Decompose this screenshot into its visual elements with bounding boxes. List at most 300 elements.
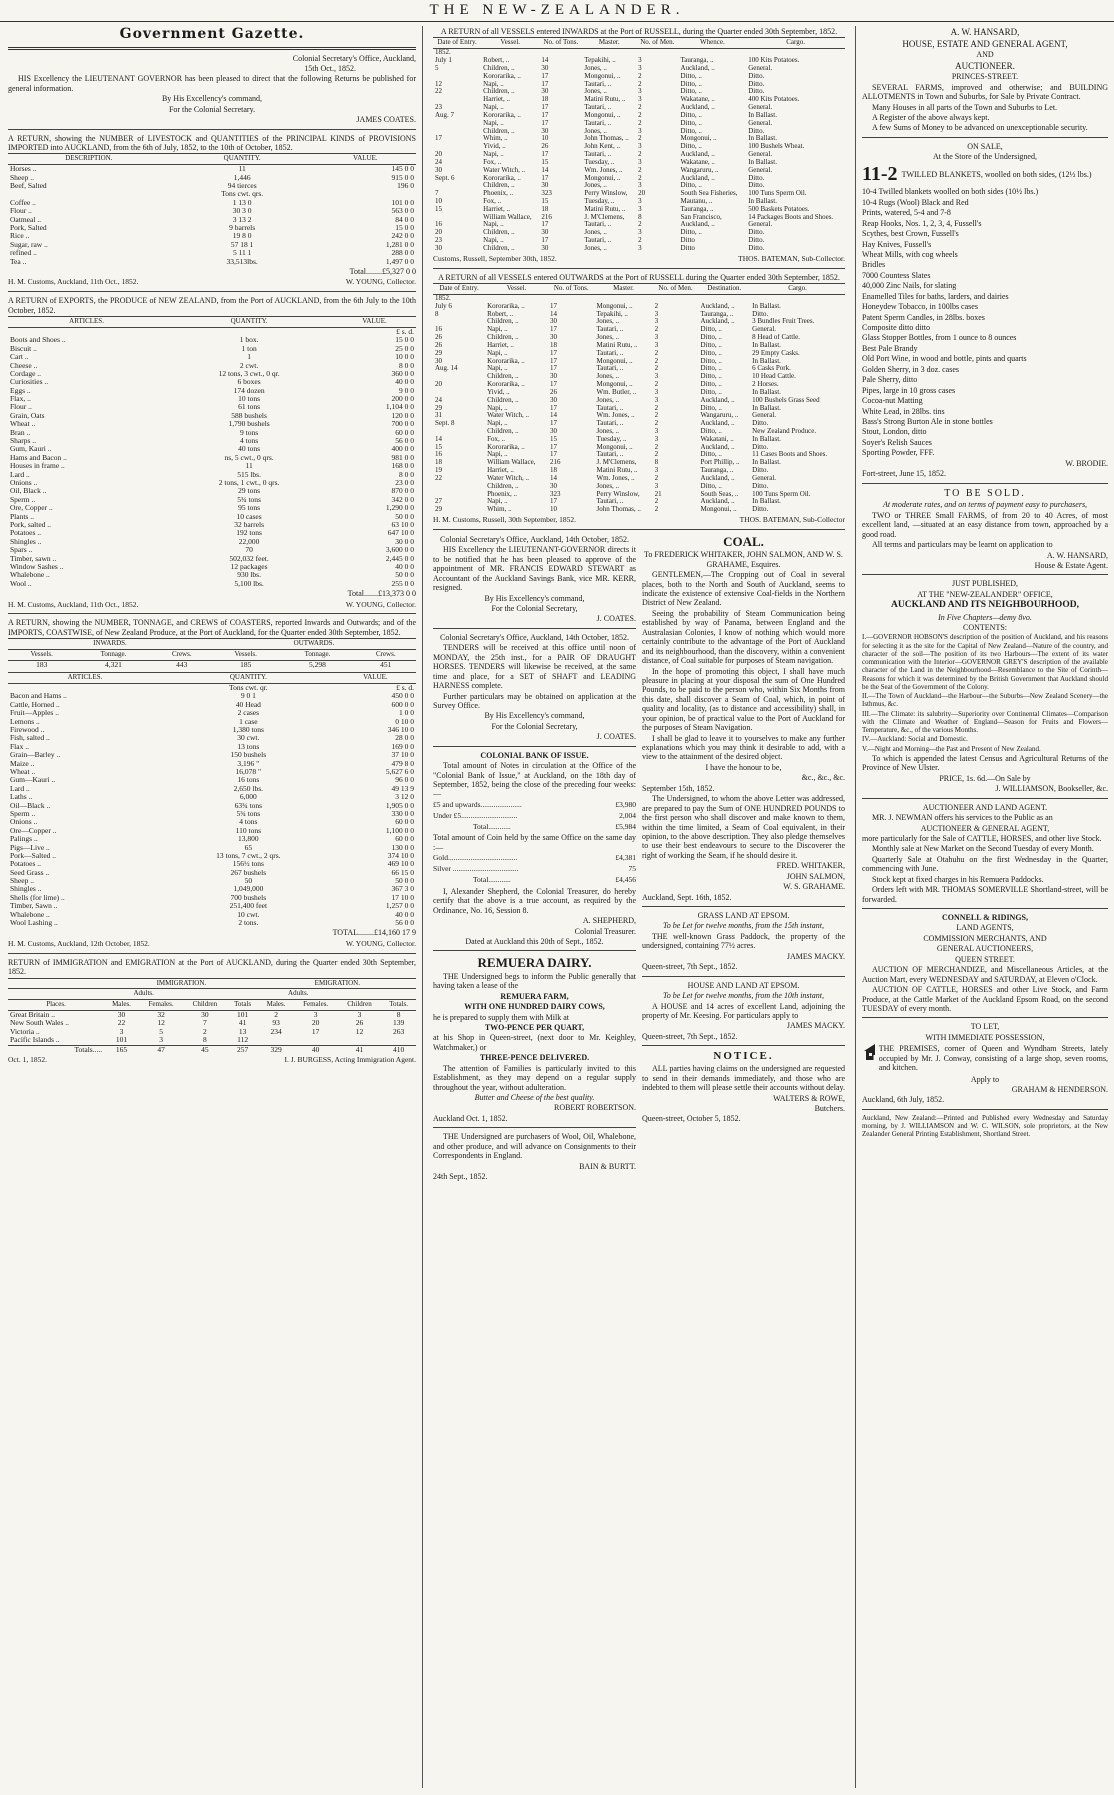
table-cell: July 6 bbox=[435, 302, 452, 310]
table-cell: 3 bbox=[638, 182, 642, 190]
dairy-price: TWO-PENCE PER QUART, bbox=[484, 1022, 585, 1032]
column-header: QUANTITY. bbox=[165, 317, 333, 328]
column-left bbox=[8, 26, 423, 1788]
table-row bbox=[8, 1028, 416, 1036]
table-row bbox=[433, 483, 845, 491]
notice-text: ALL parties having claims on the undersigned are requested to send in their demands immediately, and those who are indebted to them will please settle their accounts without delay. bbox=[642, 1064, 845, 1093]
table-cell: 50 bbox=[244, 877, 253, 886]
table-cell: Ditto, .. bbox=[680, 111, 702, 119]
table-cell: 15 bbox=[541, 198, 549, 205]
table-cell: 30 bbox=[549, 396, 557, 404]
divider bbox=[8, 613, 416, 614]
table-row bbox=[433, 128, 845, 136]
table-cell: 12 bbox=[435, 80, 442, 88]
table-cell: Cheese .. bbox=[10, 361, 38, 370]
table-cell: 95 tons bbox=[238, 504, 261, 513]
dairy-p2: he is prepared to supply them with Milk at bbox=[433, 1012, 569, 1022]
table-row bbox=[433, 294, 845, 302]
grass-let: To be Let for twelve months, from the 15th instant, bbox=[663, 921, 824, 931]
table-cell: 3 bbox=[638, 229, 642, 237]
table-cell: In Ballast. bbox=[748, 158, 777, 166]
table-cell: Jones, .. bbox=[584, 229, 607, 237]
table-row bbox=[433, 311, 845, 319]
table-cell: 2 bbox=[203, 1027, 207, 1036]
table-cell bbox=[433, 96, 481, 104]
book-chapter-item: III.—The Climate: its salubrity—Superiority over Continental Climates—Comparison with the Climate and Weather of England—Season for Fruits and Flowers—Temperature, &c., of the various Months. bbox=[862, 709, 1108, 735]
table-cell: 10 tons bbox=[238, 395, 261, 404]
table-cell: Tautari, .. bbox=[596, 420, 624, 428]
table-cell: Mongonui, .. bbox=[584, 174, 621, 182]
table-cell bbox=[293, 1036, 337, 1045]
savings-for: For the Colonial Secretary, bbox=[491, 604, 578, 613]
table-cell: Ditto. bbox=[748, 244, 765, 252]
table-cell: 40 0 0 bbox=[395, 910, 414, 919]
table-cell: 15 bbox=[541, 158, 549, 166]
table-cell: Mongonui, .. bbox=[700, 506, 737, 514]
onsale-item: Wheat Mills, with cog wheels bbox=[862, 249, 958, 259]
table-cell: 2 bbox=[654, 357, 659, 365]
table-cell: Lard .. bbox=[10, 470, 30, 479]
tenders-signer: J. COATES. bbox=[596, 732, 636, 742]
table-cell: 3 bbox=[159, 1036, 163, 1045]
middle-left-subcolumn bbox=[433, 534, 636, 1183]
tenders-office: Colonial Secretary's Office, Auckland, 14th October, 1852. bbox=[440, 632, 629, 642]
onsale-item: Reap Hooks, Nos. 1, 2, 3, 4, Fussell's bbox=[862, 218, 982, 228]
newman-p2: more particularly for the Sale of CATTLE, HORSES, and other live Stock. bbox=[862, 833, 1102, 843]
table-cell: Sheep .. bbox=[10, 173, 34, 182]
table-row bbox=[8, 810, 416, 818]
table-cell: Fish, salted .. bbox=[10, 734, 50, 743]
table-cell bbox=[582, 49, 636, 57]
immigration-group: IMMIGRATION. bbox=[104, 978, 259, 989]
table-cell: In Ballast. bbox=[752, 498, 781, 506]
table-cell: 8 0 0 bbox=[399, 361, 414, 370]
table-cell: Onions .. bbox=[10, 478, 38, 487]
table-cell: Tons cwt. qrs. bbox=[221, 190, 264, 199]
onsale-sub: At the Store of the Undersigned, bbox=[933, 152, 1037, 162]
table-cell: 1 box. bbox=[239, 336, 259, 345]
table-cell: 3 bbox=[654, 310, 659, 318]
table-cell: 2,445 0 0 bbox=[385, 554, 414, 563]
table-cell: Mongonui, .. bbox=[596, 381, 633, 389]
table-cell: Eggs .. bbox=[10, 386, 31, 395]
table-row bbox=[8, 885, 416, 893]
table-cell: Fox, .. bbox=[483, 198, 502, 205]
table-cell: Whalebone .. bbox=[10, 571, 50, 580]
table-cell: Gum, Kauri .. bbox=[10, 445, 52, 454]
notice-signer: WALTERS & ROWE, bbox=[773, 1093, 845, 1103]
table-cell: 4,321 bbox=[105, 660, 122, 669]
table-row bbox=[8, 362, 416, 370]
connell-p2: AUCTION OF CATTLE, HORSES and other Live Stock, and Farm Produce, at the Cattle Market of the Auckland Epsom Road, on the second TUESDAY of every month. bbox=[862, 985, 1108, 1013]
table-row bbox=[433, 420, 845, 428]
table-cell: 263 bbox=[392, 1027, 405, 1036]
table-cell: 3 bbox=[638, 244, 642, 252]
table-cell: 13 tons, 7 cwt., 2 qrs. bbox=[216, 851, 281, 860]
table-row bbox=[8, 852, 416, 860]
column-header: Date of Entry. bbox=[433, 284, 485, 295]
table-cell: 23 bbox=[435, 104, 442, 112]
coasters-title: A RETURN, showing the NUMBER, TONNAGE, and CREWS of COASTERS, reported Inwards and Outwards; and of the IMPORTS, COASTWISE, of New Zealand Produce, at the Port of Auckland, for the Quarter ended 30th September, 1852. bbox=[8, 618, 416, 637]
table-cell: 16 bbox=[435, 451, 442, 459]
table-cell: Ditto. bbox=[752, 482, 769, 490]
table-cell: 70 bbox=[245, 546, 253, 555]
table-row bbox=[8, 785, 416, 793]
table-cell: Seed Grass .. bbox=[10, 868, 50, 877]
table-row bbox=[8, 403, 416, 411]
table-cell: 2 bbox=[654, 349, 659, 357]
table-cell: Wm. Jones, .. bbox=[584, 166, 623, 174]
table-cell: Tautari, .. bbox=[596, 404, 624, 412]
table-cell bbox=[433, 143, 481, 151]
table-cell: Children, .. bbox=[487, 396, 519, 404]
table-row bbox=[8, 902, 416, 910]
table-row bbox=[8, 420, 416, 428]
onsale-item: Composite ditto ditto bbox=[862, 323, 931, 333]
onsale-item: Scythes, best Crown, Fussell's bbox=[862, 229, 959, 239]
table-cell: Children, .. bbox=[483, 64, 515, 72]
tolet-signer: GRAHAM & HENDERSON. bbox=[1011, 1085, 1108, 1095]
table-cell: 20 bbox=[435, 229, 442, 237]
table-row bbox=[433, 475, 845, 483]
table-cell: 5,298 bbox=[309, 660, 326, 669]
table-cell: 17 bbox=[541, 104, 549, 112]
table-cell: 23 bbox=[435, 237, 442, 245]
divider bbox=[8, 129, 416, 130]
table-cell bbox=[636, 49, 678, 57]
hansard-street: PRINCES-STREET. bbox=[951, 72, 1019, 82]
bank-total-value: £4,456 bbox=[615, 874, 636, 884]
table-cell: 30 bbox=[549, 482, 557, 490]
table-row bbox=[8, 844, 416, 852]
table-cell: 16 bbox=[435, 221, 442, 229]
table-row bbox=[433, 326, 845, 334]
table-cell: John Kent, .. bbox=[584, 143, 620, 151]
table-cell: 11 bbox=[245, 462, 253, 471]
bank-total-label: Total............ bbox=[473, 821, 511, 831]
table-cell: Napi, .. bbox=[487, 349, 508, 357]
table-cell: 1 ton bbox=[241, 344, 257, 353]
inwards-left-sig: Customs, Russell, September 30th, 1852. bbox=[433, 253, 557, 263]
table-cell: Napi, .. bbox=[483, 237, 504, 245]
bank-line-value: 2,004 bbox=[619, 810, 636, 820]
table-row bbox=[8, 216, 416, 224]
table-cell: 5 11 1 bbox=[232, 249, 252, 258]
table-cell: Onions .. bbox=[10, 818, 38, 827]
table-cell bbox=[433, 120, 481, 128]
table-cell: Kororarika, .. bbox=[483, 111, 521, 119]
table-cell: 17 bbox=[435, 135, 442, 143]
onsale-item: Patent Sperm Candles, in 28lbs. boxes bbox=[862, 312, 985, 322]
table-row bbox=[433, 49, 845, 57]
table-cell: 2 bbox=[638, 111, 642, 119]
table-cell bbox=[433, 373, 485, 381]
table-row bbox=[8, 258, 416, 266]
connell-name: CONNELL & RIDINGS, bbox=[941, 913, 1028, 923]
table-cell: 3 bbox=[638, 198, 642, 205]
table-row bbox=[8, 827, 416, 835]
table-cell: 130 0 0 bbox=[391, 843, 414, 852]
column-header: QUANTITY. bbox=[170, 154, 315, 165]
table-cell: Tauranga, .. bbox=[700, 467, 734, 475]
table-cell: Beef, Salted bbox=[10, 182, 47, 191]
column-header: No. of Men. bbox=[653, 284, 699, 295]
table-cell: Phoenix, .. bbox=[487, 490, 518, 498]
table-cell: Ditto, .. bbox=[680, 143, 702, 151]
column-header: No. of Men. bbox=[636, 38, 678, 49]
table-cell: Auckland, .. bbox=[680, 64, 715, 72]
onsale-item: 7000 Countess Slates bbox=[862, 270, 931, 280]
table-cell: Firewood .. bbox=[10, 726, 45, 735]
dairy-p5: Butter and Cheese of the best quality. bbox=[474, 1093, 595, 1103]
table-cell: 500 Baskets Potatoes. bbox=[748, 205, 810, 213]
table-cell: Tauranga, .. bbox=[680, 205, 714, 213]
table-cell: 22 bbox=[435, 88, 442, 96]
onsale-item: Old Port Wine, in wood and bottle, pints and quarts bbox=[862, 354, 1027, 364]
table-cell: General. bbox=[748, 166, 773, 174]
table-row bbox=[8, 395, 416, 403]
table-cell: Mongonui, .. bbox=[584, 72, 621, 80]
column-header: DESCRIPTION. bbox=[8, 154, 170, 165]
table-cell: 150 bushels bbox=[230, 751, 267, 760]
tobesold-title: TO BE SOLD. bbox=[944, 487, 1026, 499]
table-cell: 50 0 0 bbox=[395, 512, 414, 521]
coal-p1: GENTLEMEN,—The Cropping out of Coal in several places, both to the North and South of Auckland, seems to indicate the existence of extensive Coal-fields in the Northern District of New Zealand. bbox=[642, 570, 845, 608]
table-cell: General. bbox=[748, 119, 773, 127]
table-cell: 2 bbox=[654, 365, 659, 373]
table-cell: 17 bbox=[541, 72, 549, 80]
onsale-signer: W. BRODIE. bbox=[1065, 458, 1108, 468]
divider bbox=[642, 1045, 845, 1046]
table-row bbox=[8, 232, 416, 240]
onsale-item: TWILLED BLANKETS, woolled on both sides, (12½ lbs.) bbox=[901, 169, 1092, 179]
table-row bbox=[433, 65, 845, 73]
table-cell: Horses .. bbox=[10, 164, 37, 174]
table-row bbox=[8, 911, 416, 919]
table-cell: 30 bbox=[549, 334, 557, 342]
table-cell: Kororarika, .. bbox=[487, 381, 525, 389]
table-cell: Ditto. bbox=[748, 182, 765, 190]
table-cell bbox=[381, 1036, 416, 1045]
table-cell: New South Wales .. bbox=[10, 1019, 70, 1028]
table-cell bbox=[8, 684, 162, 693]
column-header: Vessel. bbox=[481, 38, 539, 49]
table-cell: 63¾ tons bbox=[234, 801, 263, 810]
tobesold-sub: At moderate rates, and on terms of payment easy to purchasers, bbox=[882, 500, 1088, 510]
table-cell: 17 bbox=[549, 451, 557, 459]
table-row bbox=[8, 692, 416, 700]
table-cell: 13 bbox=[238, 1027, 247, 1036]
table-cell: 17 bbox=[541, 111, 549, 119]
table-cell: 15 bbox=[435, 443, 442, 451]
column-header: Crews. bbox=[356, 650, 416, 661]
table-cell: Fox, .. bbox=[483, 158, 502, 166]
table-cell: Aug. 14 bbox=[435, 365, 458, 373]
table-row bbox=[433, 318, 845, 326]
table-cell: 63 10 0 bbox=[391, 520, 414, 529]
table-cell: 28 0 0 bbox=[395, 734, 414, 743]
table-cell: 17 bbox=[549, 349, 557, 357]
table-row bbox=[8, 751, 416, 759]
table-cell: 100 Tuns Sperm Oil. bbox=[752, 490, 811, 498]
table-cell: Auckland, .. bbox=[680, 151, 715, 159]
table-cell: 2,650 lbs. bbox=[233, 784, 264, 793]
table-cell: 647 10 0 bbox=[387, 529, 414, 538]
table-cell: 26 bbox=[549, 388, 557, 396]
table-cell: Robert, .. bbox=[483, 57, 510, 65]
table-cell: 94 tierces bbox=[227, 182, 257, 191]
table-row bbox=[8, 182, 416, 190]
imprint: Auckland, New Zealand:—Printed and Published every Wednesday and Saturday morning, by J. WILLIAMSON and W. C. WILSON, sole proprietors, at the New Zealander General Printing Establishment, Shortland Street. bbox=[862, 1113, 1108, 1139]
onsale-date: Fort-street, June 15, 1852. bbox=[862, 469, 946, 479]
exports-left-sig: H. M. Customs, Auckland, 11th Oct., 1852. bbox=[8, 599, 139, 609]
dairy-p3: at his Shop in Queen-street, (next door to Mr. Keighley, Watchmaker,) or bbox=[433, 1033, 636, 1052]
table-cell: 479 8 0 bbox=[391, 759, 414, 768]
table-cell: Aug. 7 bbox=[435, 111, 455, 119]
gazette-by: By His Excellency's command, bbox=[161, 94, 263, 104]
table-cell: 41 bbox=[338, 1045, 381, 1054]
table-cell: 915 0 0 bbox=[391, 173, 414, 182]
table-cell: 1,281 0 0 bbox=[385, 240, 414, 249]
table-cell: 17 bbox=[541, 174, 549, 182]
table-row bbox=[433, 373, 845, 381]
tolet-text: THE PREMISES, corner of Queen and Wyndham Streets, lately occupied by Mr. J. Conway, consisting of a large shop, seven rooms, and kitchen. bbox=[878, 1044, 1108, 1073]
table-cell: 156½ tons bbox=[232, 860, 264, 869]
table-cell: Tons cwt. qr. bbox=[229, 683, 268, 693]
table-cell: 9 tons bbox=[240, 428, 259, 437]
table-cell: Harriet, .. bbox=[487, 467, 514, 475]
table-cell: 9 barrels bbox=[229, 224, 256, 233]
notice-role: Butchers. bbox=[814, 1103, 845, 1113]
table-row bbox=[8, 174, 416, 182]
bank-text: Total amount of Notes in circulation at the Office of the "Colonial Bank of Issue," at Auckland, on the 18th day of September, 1852, being the close of the preceding four weeks:— bbox=[433, 761, 636, 799]
inwards-table bbox=[433, 37, 845, 252]
livestock-total: Total........£5,327 0 0 bbox=[349, 266, 416, 276]
table-cell: 12 bbox=[157, 1019, 165, 1028]
bank-role: Colonial Treasurer. bbox=[574, 926, 636, 936]
table-row bbox=[8, 353, 416, 361]
table-row bbox=[433, 412, 845, 420]
table-cell: 8 bbox=[396, 1010, 401, 1020]
table-cell: Auckland, .. bbox=[700, 498, 735, 506]
dairy-title: REMUERA DAIRY. bbox=[477, 955, 592, 971]
book-chapter-item: IV.—Auckland: Social and Domestic. bbox=[862, 735, 968, 744]
table-cell: 168 0 0 bbox=[391, 462, 414, 471]
hansard-role: AUCTIONEER. bbox=[955, 60, 1015, 71]
table-row bbox=[8, 513, 416, 521]
table-cell: Tautari, .. bbox=[596, 451, 624, 459]
table-cell: Tautari, .. bbox=[584, 237, 612, 245]
table-cell: 600 0 0 bbox=[391, 700, 414, 709]
table-cell: 3 bbox=[638, 205, 642, 213]
table-cell: 1,497 0 0 bbox=[385, 257, 414, 266]
table-cell: Curiosities .. bbox=[10, 378, 49, 387]
table-cell: Children, .. bbox=[487, 334, 519, 342]
onsale-item: Bridles bbox=[862, 260, 886, 270]
table-cell: 870 0 0 bbox=[391, 487, 414, 496]
divider bbox=[862, 574, 1108, 575]
table-cell: 22 bbox=[435, 474, 442, 482]
table-cell: Matini Rutu, .. bbox=[596, 467, 638, 475]
column-header: Whence. bbox=[679, 38, 747, 49]
table-cell: 4 tons bbox=[239, 818, 258, 827]
table-cell: 3 bbox=[638, 96, 642, 104]
table-cell: Jones, .. bbox=[596, 318, 620, 326]
table-cell: Wakatane, .. bbox=[680, 158, 715, 166]
coal-title: COAL. bbox=[723, 533, 764, 549]
table-cell: Oatmeal .. bbox=[10, 215, 42, 224]
table-cell: Napi, .. bbox=[483, 151, 504, 159]
table-cell: Ditto, .. bbox=[680, 72, 702, 80]
table-row bbox=[433, 167, 845, 175]
table-cell: Window Sashes .. bbox=[10, 562, 64, 571]
table-cell: 17 bbox=[549, 443, 557, 451]
table-cell: Potatoes .. bbox=[10, 529, 42, 538]
column-header: Crews. bbox=[152, 650, 212, 661]
table-row bbox=[8, 818, 416, 826]
savings-text: HIS Excellency the LIEUTENANT-GOVERNOR directs it to be notified that he has been pleased to approve of the appointment of MR. FRANCIS EDWARD STEWART as Accountant of the Auckland Savings Bank, vice MR. KERR, resigned. bbox=[433, 545, 636, 593]
table-cell: 0 10 0 bbox=[395, 717, 414, 726]
table-cell: Sept. 8 bbox=[435, 420, 455, 428]
table-cell: 17 bbox=[311, 1027, 320, 1036]
table-row bbox=[8, 336, 416, 344]
table-row bbox=[8, 538, 416, 546]
table-cell bbox=[259, 1036, 294, 1045]
table-row bbox=[8, 521, 416, 529]
bank-signer: A. SHEPHERD, bbox=[582, 916, 636, 926]
divider bbox=[433, 268, 845, 269]
table-cell: Flour .. bbox=[10, 207, 32, 216]
table-cell: 17 bbox=[541, 119, 549, 127]
table-cell: 20 bbox=[311, 1019, 320, 1028]
table-row bbox=[433, 190, 845, 198]
table-row bbox=[8, 249, 416, 257]
table-cell: 15 0 0 bbox=[395, 224, 414, 233]
table-cell: Oil—Black .. bbox=[10, 801, 51, 810]
onsale-item: Glass Stopper Bottles, from 1 ounce to 8 ounces bbox=[862, 333, 1017, 343]
column-header: Tonnage. bbox=[279, 650, 355, 661]
table-cell: William Wallace, bbox=[483, 213, 532, 221]
onsale-item: 10-4 Twilled blankets woolled on both sides (10½ lbs.) bbox=[862, 187, 1039, 197]
table-row bbox=[8, 224, 416, 232]
table-row bbox=[433, 198, 845, 206]
table-row bbox=[8, 445, 416, 453]
bank-line-label: Under £5.............................. bbox=[433, 810, 518, 820]
table-cell: 2 bbox=[638, 174, 642, 182]
table-row bbox=[8, 479, 416, 487]
table-cell: Ditto, .. bbox=[700, 373, 722, 381]
table-cell: 10 bbox=[549, 506, 557, 514]
table-cell: 11 bbox=[238, 164, 246, 174]
table-cell: Ditto, .. bbox=[680, 88, 702, 96]
house-epsom-date: Queen-street, 7th Sept., 1852. bbox=[642, 1031, 738, 1041]
table-cell: In Ballast. bbox=[748, 198, 777, 205]
table-cell: Pork—Salted .. bbox=[10, 851, 57, 860]
table-cell: 30 bbox=[549, 427, 557, 435]
dairy-cows: WITH ONE HUNDRED DAIRY COWS, bbox=[464, 1002, 605, 1012]
table-cell: Auckland, .. bbox=[700, 396, 735, 404]
table-row bbox=[8, 743, 416, 751]
table-cell: 1 0 0 bbox=[399, 709, 414, 718]
table-cell: Whim, .. bbox=[487, 506, 512, 514]
table-row bbox=[8, 387, 416, 395]
tobesold-text: TWO or THREE Small FARMS, of from 20 to 40 Acres, of most excellent land, —situated at an easy distance from town, approached by a good road. bbox=[862, 510, 1108, 539]
table-cell: J. M'Clemens, bbox=[584, 213, 625, 221]
table-row bbox=[433, 428, 845, 436]
table-cell: Tautari, .. bbox=[596, 498, 624, 506]
table-row bbox=[8, 327, 416, 336]
table-row bbox=[8, 760, 416, 768]
